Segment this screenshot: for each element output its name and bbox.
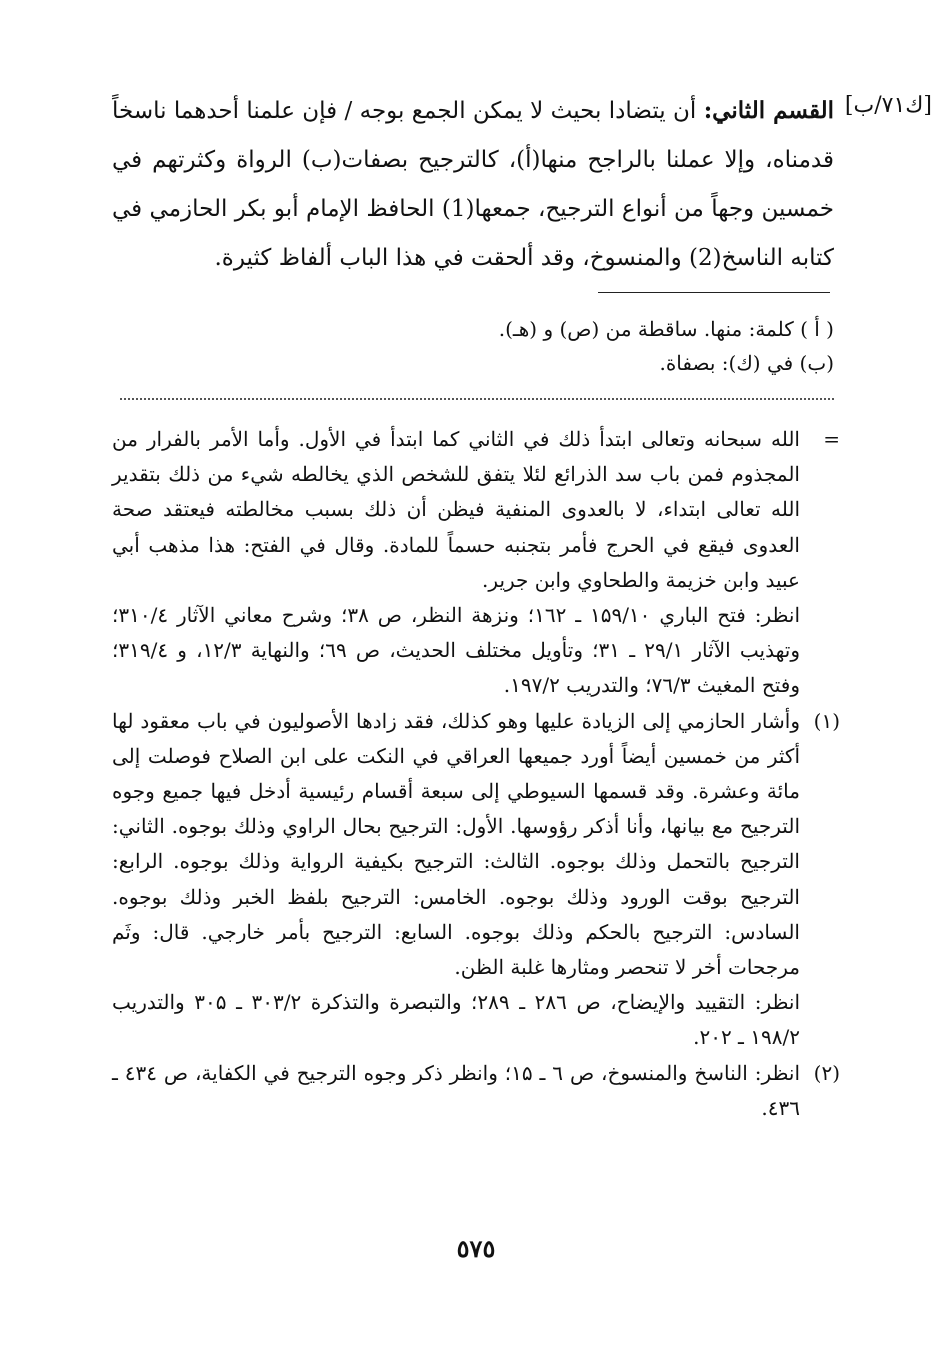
main-text xyxy=(112,86,834,283)
dotted-separator xyxy=(120,398,834,400)
footnote-paragraph: انظر: فتح الباري ۱۵۹/۱۰ ـ ۱٦۲؛ ونزهة النظر، ص ۳۸؛ وشرح معاني الآثار ۳۱۰/٤؛ وتهذيب الآثار ۲۹/۱ ـ ۳۱؛ وتأويل مختلف الحديث، ص ٦۹؛ والنهاية ۱۲/۳، و ۳۱۹/٤؛ وفتح المغيث ۷٦/۳؛ والتدريب ۱۹۷/۲. xyxy=(112,603,801,698)
footnote-1 xyxy=(112,704,840,1056)
page-number: ٥٧٥ xyxy=(456,1234,496,1263)
footnote-paragraph: انظر: التقييد والإيضاح، ص ۲۸٦ ـ ۲۸۹؛ والتبصرة والتذكرة ۳۰۳/۲ ـ ۳۰۵ والتدريب ۱۹۸/۲ ـ ۲۰۲. xyxy=(112,990,801,1050)
footnote-marker: (۲) xyxy=(813,1060,840,1085)
footnote-marker: (۱) xyxy=(813,708,840,733)
footnote-2 xyxy=(112,1056,840,1126)
footnote-paragraph: الله سبحانه وتعالى ابتدأ ذلك في الثاني كما ابتدأ في الأول. وأما الأمر بالفرار من المجذوم فمن باب سد الذرائع لئلا يتفق للشخص الذي يخالطه شيء من ذلك بتقدير الله تعالى ابتداء، لا بالعدوى المنفية فيظن أن ذلك بسبب مخالطته فيعتقد صحة العدوى فيقع في الحرج فأمر بتجنبه حسماً للمادة. وقال في الفتح: هذا مذهب أبي عبيد وابن خزيمة والطحاوي وابن جرير. xyxy=(112,427,800,592)
footnote-paragraph: وأشار الحازمي إلى الزيادة عليها وهو كذلك، فقد زادها الأصوليون في باب معقود لها أكثر من خمسين أيضاً أورد جميعها العراقي في النكت على ابن الصلاح فوصلت إلى مائة وعشرة. وقد قسمها السيوطي إلى سبعة أقسام رئيسية أدخل فيها جميع وجوه الترجيح مع بيانها، وأنا أذكر رؤوسها. الأول: الترجيح بحال الراوي وذلك بوجوه. الثاني: الترجيح بالتحمل وذلك بوجوه. الثالث: الترجيح بكيفية الرواية وذلك بوجوه. الرابع: الترجيح بوقت الورود وذلك بوجوه. الخامس: الترجيح بلفظ الخبر وذلك بوجوه. السادس: الترجيح بالحكم وذلك بوجوه. السابع: الترجيح بأمر خارجي. قال: وثَم مرجحات أخر لا تنحصر ومثارها غلبة الظن. xyxy=(112,708,800,980)
main-paragraph xyxy=(112,86,834,283)
footnote-paragraph: انظر: الناسخ والمنسوخ، ص ٦ ـ ۱۵؛ وانظر ذكر وجوه الترجيح في الكفاية، ص ٤۳٤ ـ ٤۳٦. xyxy=(112,1060,801,1120)
variant-notes xyxy=(112,312,834,380)
footnote-marker: = xyxy=(823,427,840,451)
footnote-continued xyxy=(112,422,840,704)
main-paragraph-text: أن يتضادا بحيث لا يمكن الجمع بوجه / فإن علمنا أحدهما ناسخاً قدمناه، وإلا عملنا بالراجح منها(أ)، كالترجيح بصفات(ب) الرواة وكثرتهم في خمسين وجهاً من أنواع الترجيح، جمعها(1) الحافظ الإمام أبو بكر الحازمي في كتابه الناسخ(2) والمنسوخ، وقد ألحقت في هذا الباب ألفاظ كثيرة. xyxy=(112,98,834,271)
manuscript-folio-reference: [ك۷۱/ب] xyxy=(844,93,932,118)
footnote-separator-line xyxy=(598,292,830,293)
footnotes xyxy=(112,422,840,1126)
variant-note-a: ( أ ) كلمة: منها. ساقطة من (ص) و (هـ). xyxy=(498,317,834,341)
variant-note-b: (ب) في (ك): بصفاة. xyxy=(659,351,834,375)
section-heading: القسم الثاني: xyxy=(703,97,834,124)
